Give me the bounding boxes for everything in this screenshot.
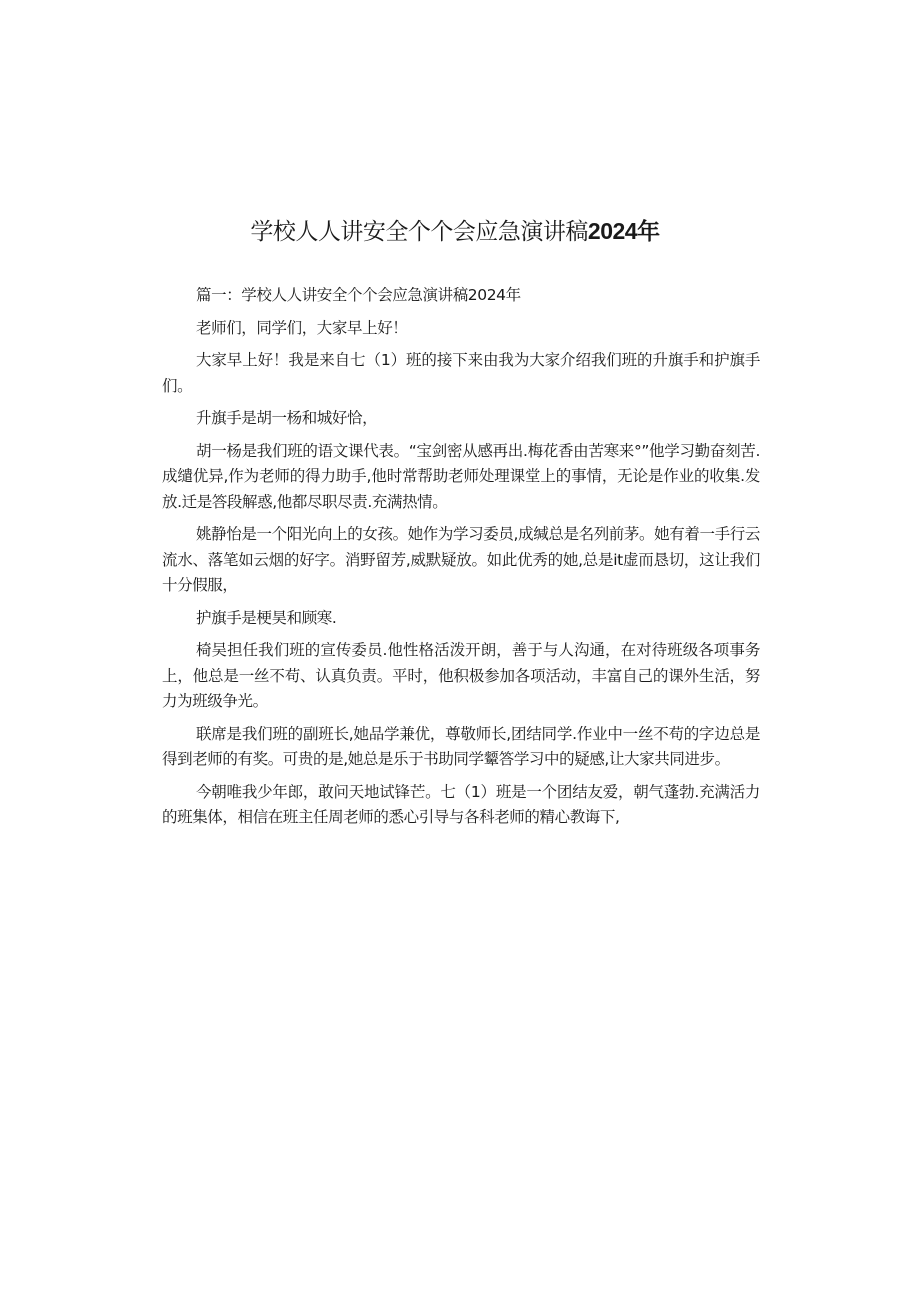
document-title bbox=[0, 215, 910, 248]
title-year: 2024年 bbox=[587, 218, 660, 244]
paragraph: 椅吴担任我们班的宣传委员.他性格活泼开朗，善于与人沟通，在对待班级各项事务上，他总是一丝不苟、认真负责。平时，他积极参加各项活动，丰富自己的课外生活，努力为班级争光。 bbox=[162, 641, 760, 710]
paragraph: 护旗手是梗昊和顾寒. bbox=[196, 608, 337, 627]
paragraph: 升旗手是胡一杨和城好恰， bbox=[196, 409, 378, 427]
paragraph: 胡一杨是我们班的语文课代表。“宝剑密从感再出.梅花香由苦寒来°”他学习勤奋刻苦.成缱优异,作为老师的得力助手,他时常帮助老师处理课堂上的事情，无论是作业的收集.发放.迁是答段解惑,他都尽职尽责.充满热情。 bbox=[162, 441, 760, 511]
title-main: 学校人人讲安全个个会应急演讲稿 bbox=[250, 219, 588, 245]
paragraph: 篇一：学校人人讲安全个个会应急演讲稿2024年 bbox=[196, 286, 521, 304]
paragraph: 姚静怡是一个阳光向上的女孩。她作为学习委员,成缄总是名列前茅。她有着一手行云流水、落笔如云烟的好字。消野留芳,威默疑放。如此优秀的她,总是it虚而恳切，这让我们十分假服， bbox=[162, 525, 760, 594]
paragraph: 老师们，同学们，大家早上好！ bbox=[196, 318, 408, 337]
paragraph: 联席是我们班的副班长,她品学兼优，尊敬师长,团结同学.作业中一丝不苟的字边总是得到老师的有奖。可贵的是,她总是乐于书助同学颦答学习中的疑感,让大家共同进步。 bbox=[162, 724, 760, 768]
paragraph: 今朝唯我少年郎，敢问天地试锋芒。七（1）班是一个团结友爱，朝气蓬勃.充满活力的班集体，相信在班主任周老师的悉心引导与各科老师的精心教诲下, bbox=[162, 782, 760, 826]
document-body bbox=[162, 283, 760, 838]
paragraph: 大家早上好！我是来自七（1）班的接下来由我为大家介绍我们班的升旗手和护旗手们。 bbox=[162, 351, 760, 395]
